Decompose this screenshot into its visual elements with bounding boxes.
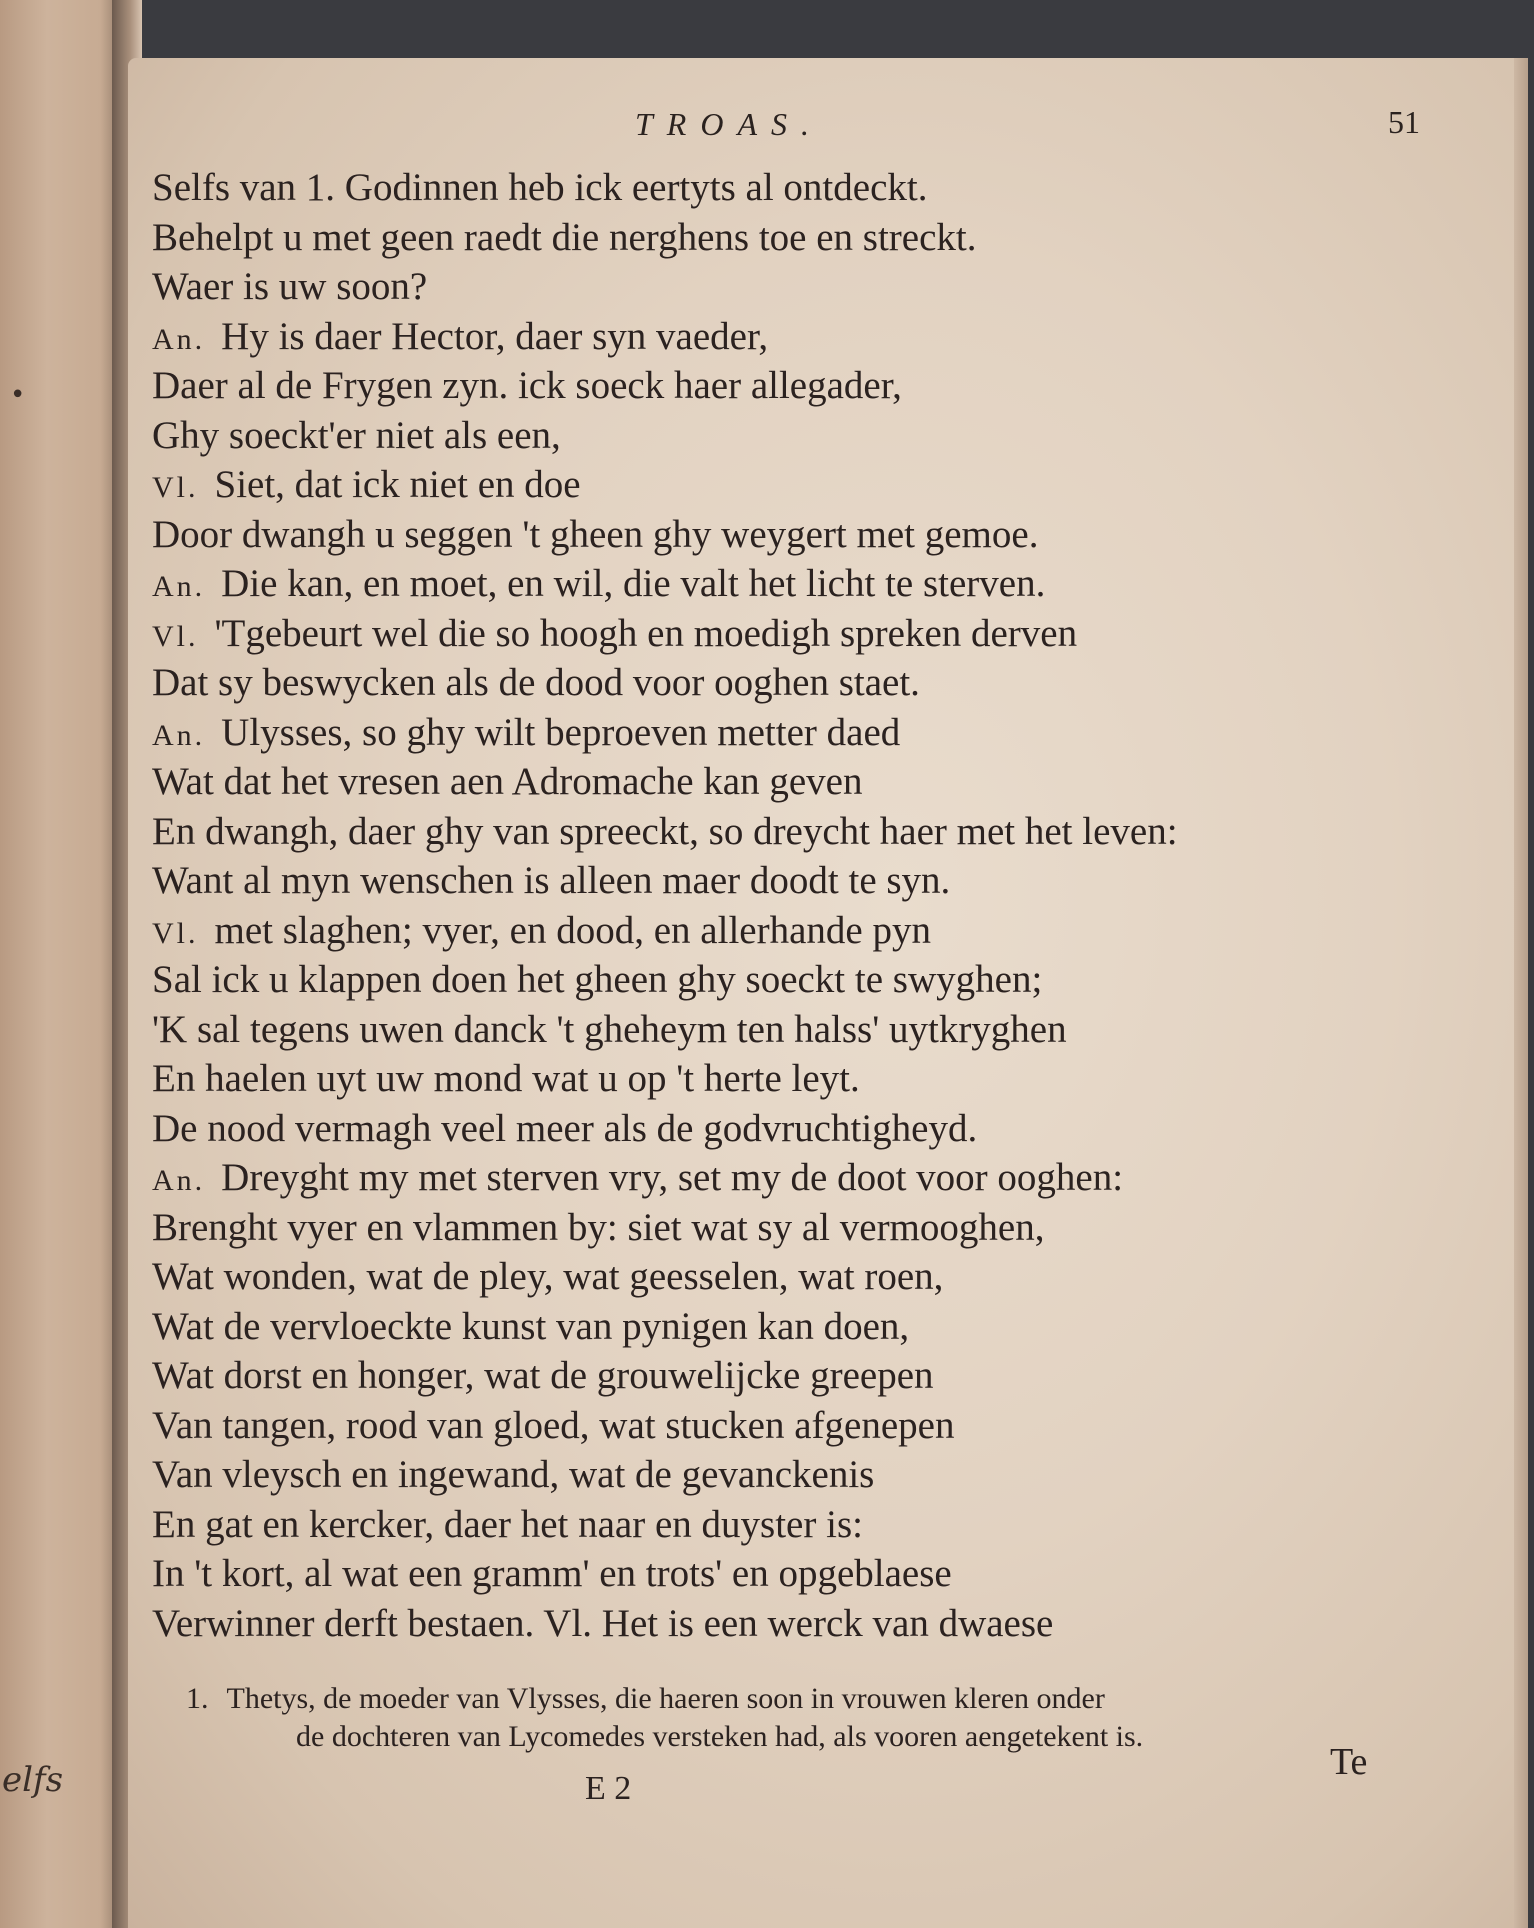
verse-line-text: Siet, dat ick niet en doe [214,463,581,506]
page-edge-shadow [1514,58,1528,1928]
verse-line-text: Daer al de Frygen zyn. ick soeck haer allegader, [152,364,902,407]
verse-line [152,1351,1402,1401]
verse-line [152,559,1402,609]
verse-line-text: Ghy soeckt'er niet als een, [152,413,561,457]
speaker-label: An. [152,322,206,356]
verse-line-text: En dwangh, daer ghy van spreeckt, so dreycht haer met het leven: [152,809,1178,853]
verse-line [152,609,1402,659]
verse-line [152,757,1402,807]
verse-line [152,1599,1402,1649]
verse-line [152,361,1402,411]
page-number: 51 [1388,104,1420,140]
verse-line-text: Dat sy beswycken als de dood voor ooghen staet. [152,661,920,704]
verse-line-text: Van tangen, rood van gloed, wat stucken afgenepen [152,1403,955,1447]
footnote-line-2: de dochteren van Lycomedes versteken had, als vooren aengetekent is. [296,1720,1144,1753]
footnote-number: 1. [186,1682,209,1715]
verse-line-text: 'Tgebeurt wel die so hoogh en moedigh spreken derven [214,611,1078,655]
facing-page-fragment: elfs [2,1760,64,1800]
verse-line-text: Hy is daer Hector, daer syn vaeder, [221,314,769,358]
verse-line [152,213,1402,263]
verse-line [152,955,1402,1005]
verse-line [152,1450,1402,1500]
verse-line-text: Behelpt u met geen raedt die nerghens toe en streckt. [152,215,977,259]
verse-line [152,856,1402,906]
signature-mark: E 2 [585,1770,632,1807]
verse-line [152,1203,1402,1253]
verse-line [152,1153,1402,1203]
verse-line-text: met slaghen; vyer, en dood, en allerhande pyn [214,908,931,952]
verse-line-text: Wat de vervloeckte kunst van pynigen kan doen, [152,1304,910,1348]
verse-line [152,1549,1402,1599]
facing-page-edge [0,0,118,1928]
verse-line [152,1252,1402,1302]
verse-line-text: Want al myn wenschen is alleen maer doodt te syn. [152,859,951,902]
verse-line [152,262,1402,312]
verse-line-text: Dreyght my met sterven vry, set my de doot voor ooghen: [221,1156,1124,1199]
verse-line [152,708,1402,758]
verse-line [152,1500,1402,1550]
verse-line [152,312,1402,362]
footnote-line-1 [186,1680,1346,1718]
running-title: TROAS. [635,106,823,142]
footnote [186,1680,1346,1756]
verse-line [152,1005,1402,1055]
speaker-label: An. [152,570,206,603]
verse-text [152,163,1402,1648]
verse-line [152,163,1402,213]
verse-line-text: En haelen uyt uw mond wat u op 't herte leyt. [152,1057,860,1100]
verse-line-text: Waer is uw soon? [152,265,428,308]
verse-line-text: Sal ick u klappen doen het gheen ghy soeckt te swyghen; [152,958,1043,1001]
verse-line [152,906,1402,956]
verse-line [152,1401,1402,1451]
verse-line-text: Die kan, en moet, en wil, die valt het licht te sterven. [221,562,1046,605]
verse-line-text: Wat dorst en honger, wat de grouwelijcke greepen [152,1354,934,1397]
verse-line-text: In 't kort, al wat een gramm' en trots' en opgeblaese [152,1552,952,1595]
verse-line [152,1054,1402,1104]
facing-page-dot: • [10,380,26,410]
speaker-label: Vl. [152,619,199,653]
verse-line-text: Van vleysch en ingewand, wat de gevanckenis [152,1453,875,1496]
verse-line [152,510,1402,560]
verse-line [152,658,1402,708]
verse-line-text: Ulysses, so ghy wilt beproeven metter daed [221,710,901,754]
verse-line [152,411,1402,461]
verse-line [152,807,1402,857]
verse-line-text: Wat wonden, wat de pley, wat geesselen, wat roen, [152,1255,944,1298]
verse-line-text: 'K sal tegens uwen danck 't gheheym ten halss' uytkryghen [152,1007,1067,1051]
page-header [130,100,1420,150]
verse-line-text: Door dwangh u seggen 't gheen ghy weygert met gemoe. [152,512,1039,556]
speaker-label: Vl. [152,471,199,504]
verse-line-text: En gat en kercker, daer het naar en duyster is: [152,1502,863,1546]
verse-line-text: Brenght vyer en vlammen by: siet wat sy al vermooghen, [152,1205,1045,1249]
verse-line-text: Wat dat het vresen aen Adromache kan geven [152,760,863,803]
verse-line [152,1302,1402,1352]
verse-line-text: Selfs van 1. Godinnen heb ick eertyts al ontdeckt. [152,166,928,209]
speaker-label: Vl. [152,916,199,950]
verse-line-text: Verwinner derft bestaen. Vl. Het is een werck van dwaese [152,1601,1054,1645]
speaker-label: An. [152,718,206,752]
speaker-label: An. [152,1164,206,1197]
catchword: Te [1330,1741,1368,1783]
verse-line [152,460,1402,510]
verse-line-text: De nood vermagh veel meer als de godvruchtigheyd. [152,1106,978,1150]
footnote-text-1: Thetys, de moeder van Vlysses, die haeren soon in vrouwen kleren onder [226,1682,1105,1715]
verse-line [152,1104,1402,1154]
